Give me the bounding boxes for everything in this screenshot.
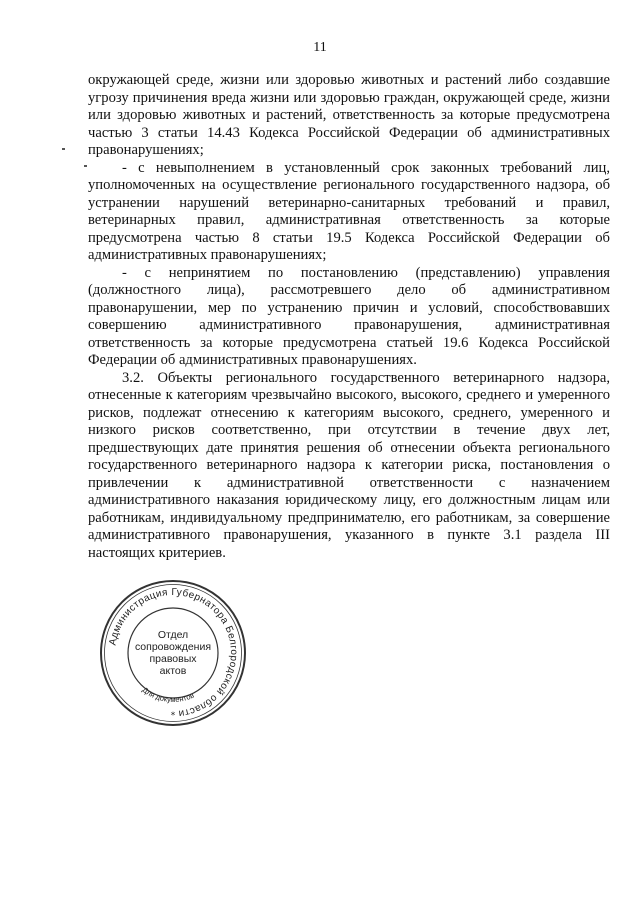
stamp-line: сопровождения [134,641,212,653]
paragraph-3: - с непринятием по постановлению (представлению) управления (должностного лица), рассмотревшего дело об административном правонарушении, мер по устранению причин и условий, способствовавших совершению административного правонарушения, административная ответственность за которые предусмотрена статьей 19.6 Кодекса Российской Федерации об административных правонарушениях. [88,264,610,368]
page-number: 11 [313,40,327,55]
scan-speck [84,165,87,167]
paragraph-1: окружающей среде, жизни или здоровью животных и растений либо создавшие угрозу причинения вреда жизни или здоровью граждан, окружающей среде, жизни или здоровью животных и растений, ответственность за которые предусмотрена частью 3 статьи 14.43 Кодекса Российской Федерации об административных правонарушениях; [88,72,610,158]
scan-speck [62,148,65,150]
paragraph-4: 3.2. Объекты регионального государственного ветеринарного надзора, отнесенные к категориям чрезвычайно высокого, высокого, среднего и умеренного рисков, подлежат отнесению к категориям высокого, среднего, умеренного и низкого рисков соответственно, при отсутствии в течение двух лет, предшествующих дате принятия решения об отнесении объекта регионального государственного ветеринарного надзора к категории риска, постановления о привлечении к административной ответственности с назначением административного наказания юридическому лицу, его должностным лицам или работникам, индивидуальному предпринимателю, его работникам, за совершение административного правонарушения, указанного в пункте 3.1 раздела III настоящих критериев. [88,369,610,561]
document-body [88,72,610,562]
svg-text:Для документов: Для документов [140,685,196,705]
paragraph-2: - с невыполнением в установленный срок законных требований лиц, уполномоченных на осуществление регионального государственного надзора, об устранении нарушений ветеринарно-санитарных требований и правил, ветеринарных правил, административная ответственность за которые предусмотрена частью 8 статьи 19.5 Кодекса Российской Федерации об административных правонарушениях; [88,159,610,263]
svg-text:*: * [170,711,176,721]
svg-text:Администрация Губернатора Белг: Администрация Губернатора Белгородской области [107,586,240,719]
stamp-line: Отдел [157,629,189,641]
stamp-line: актов [159,665,187,677]
stamp-center-text [98,578,248,728]
official-stamp [98,578,248,728]
stamp-line: правовых [149,653,197,665]
